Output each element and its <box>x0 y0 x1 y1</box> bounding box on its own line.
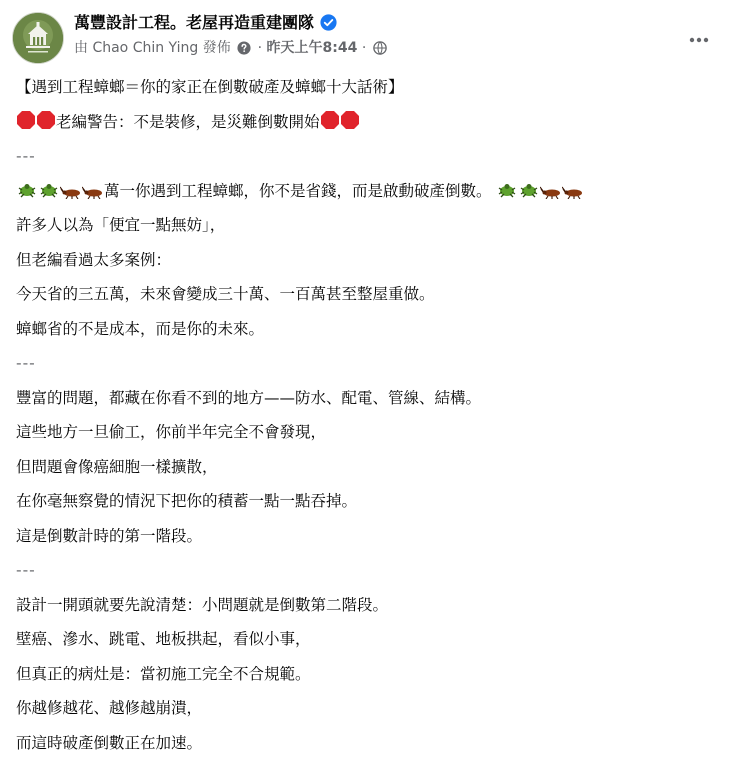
post-timestamp[interactable]: 昨天上午8:44 <box>266 40 358 56</box>
post-line <box>16 139 719 174</box>
page-name-row <box>74 12 337 34</box>
post-text: 但問題會像癌細胞一樣擴散， <box>16 457 218 476</box>
warning-text: 老編警告：不是裝修，是災難倒數開始 <box>56 112 320 131</box>
post-line <box>16 691 719 726</box>
post-line <box>16 622 719 657</box>
red-stop-sign-icon <box>320 110 340 130</box>
cockroach-icon <box>540 183 562 199</box>
meta-separator-2: · <box>361 40 367 56</box>
post-line <box>16 105 719 140</box>
post-text: 在你毫無察覺的情況下把你的積蓄一點一點吞掉。 <box>16 492 358 510</box>
post-line <box>16 657 719 692</box>
red-stop-sign-icon <box>16 110 36 130</box>
post-text: 設計一開頭就要先說清楚：小問題就是倒數第二階段。 <box>16 595 389 614</box>
red-stop-sign-icon <box>340 110 360 130</box>
post-line <box>16 381 719 416</box>
post-text: 你越修越花、越修越崩潰， <box>16 699 203 717</box>
post-line <box>16 726 719 761</box>
page-avatar[interactable] <box>12 12 64 64</box>
post-line <box>16 243 719 278</box>
green-bug-icon <box>518 183 540 199</box>
green-bug-icon <box>38 183 60 199</box>
post-text: 而這時破產倒數正在加速。 <box>16 733 203 752</box>
cockroach-icon <box>82 183 104 199</box>
post-text: 豐富的問題，都藏在你看不到的地方——防水、配電、管線、結構。 <box>16 388 482 407</box>
post-line <box>16 519 719 554</box>
post-line <box>16 484 719 519</box>
post-text: 這些地方一旦偷工，你前半年完全不會發現， <box>16 423 327 441</box>
post-line <box>16 588 719 623</box>
globe-icon[interactable] <box>373 41 387 55</box>
page-name[interactable]: 萬豐設計工程。老屋再造重建團隊 <box>74 13 315 32</box>
posted-by-prefix: 由 <box>74 40 88 56</box>
green-bug-icon <box>16 183 38 199</box>
post-title: 【遇到工程蟑螂＝你的家正在倒數破產及蟑螂十大話術】 <box>16 78 404 96</box>
post-line <box>16 312 719 347</box>
post-text: 今天省的三五萬，未來會變成三十萬、一百萬甚至整屋重做。 <box>16 285 435 303</box>
post-text: 許多人以為「便宜一點無妨」， <box>16 216 226 234</box>
post-text: 壁癌、滲水、跳電、地板拱起，看似小事， <box>16 630 311 648</box>
verified-badge-icon <box>320 14 337 31</box>
meta-separator: · <box>257 40 263 56</box>
post-meta <box>74 38 389 58</box>
post-text: 蟑螂省的不是成本，而是你的未來。 <box>16 319 265 338</box>
posted-by-suffix: 發佈 <box>202 40 231 56</box>
separator-text: --- <box>16 561 36 579</box>
more-options-button[interactable] <box>681 22 717 58</box>
cockroach-icon <box>60 183 82 199</box>
red-stop-sign-icon <box>36 110 56 130</box>
post-line <box>16 553 719 588</box>
post-line <box>16 70 719 105</box>
post-header <box>12 10 723 64</box>
separator-text: --- <box>16 354 36 372</box>
post-text: 萬一你遇到工程蟑螂，你不是省錢，而是啟動破產倒數。 <box>104 181 492 200</box>
post-text: 這是倒數計時的第一階段。 <box>16 526 203 545</box>
post-line <box>16 415 719 450</box>
post-line <box>16 174 719 209</box>
post-line <box>16 450 719 485</box>
author-name[interactable]: Chao Chin Ying <box>92 40 199 56</box>
post-text: 但真正的病灶是：當初施工完全不合規範。 <box>16 664 311 683</box>
post-line <box>16 277 719 312</box>
cockroach-icon <box>562 183 584 199</box>
separator-text: --- <box>16 147 36 165</box>
post-text: 但老編看過太多案例： <box>16 250 172 269</box>
post-line <box>16 346 719 381</box>
post-line <box>16 208 719 243</box>
help-icon[interactable] <box>237 41 251 55</box>
building-logo-icon <box>13 13 63 63</box>
more-horizontal-icon <box>681 22 717 58</box>
post-body <box>16 70 719 760</box>
green-bug-icon <box>496 183 518 199</box>
